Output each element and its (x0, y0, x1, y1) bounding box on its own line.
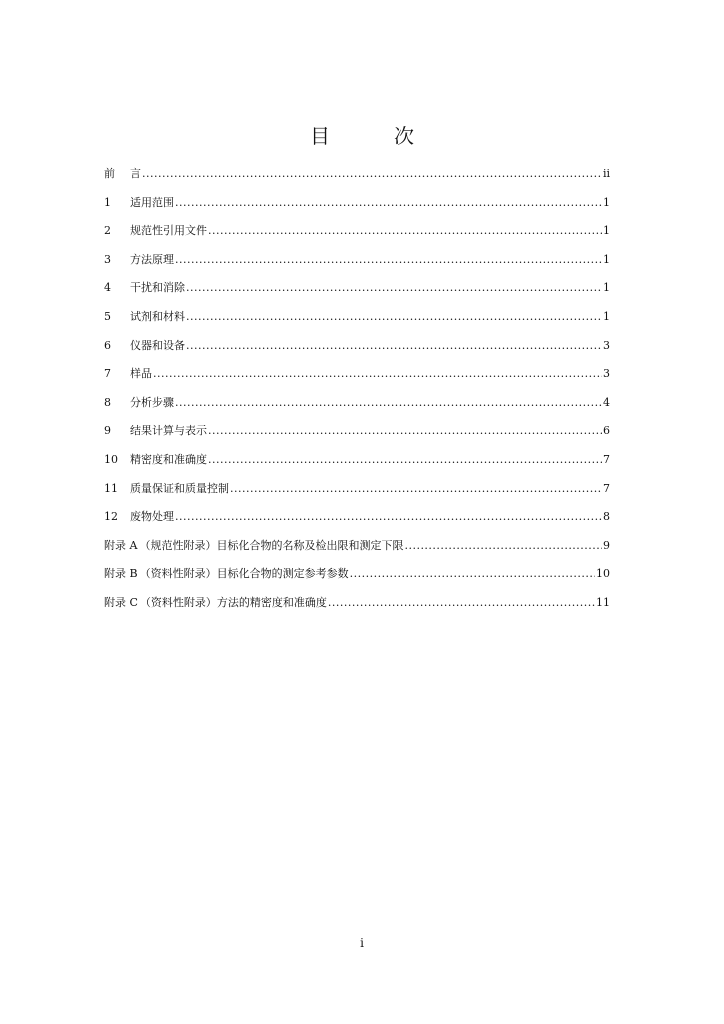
toc-entry-label: （资料性附录）方法的精密度和准确度 (139, 595, 327, 609)
toc-entry-label: 方法原理 (130, 252, 174, 266)
toc-entry-page: 6 (603, 424, 610, 438)
toc-entry-number: 10 (104, 452, 118, 466)
toc-entry-number: 附录 C (104, 595, 138, 609)
toc-entry-label: 样品 (130, 367, 152, 381)
toc-entry-page: 7 (603, 481, 610, 495)
toc-entry-9[interactable] (104, 421, 610, 450)
toc-entry-page: 3 (603, 367, 610, 381)
toc-entry-1[interactable] (104, 193, 610, 222)
toc-entry-label: 言 (130, 167, 141, 180)
toc-entry-8[interactable] (104, 393, 610, 422)
toc-leader-dots (328, 593, 595, 613)
toc-entry-10[interactable] (104, 450, 610, 479)
toc-entry-number: 2 (104, 224, 111, 238)
toc-entry-label: （资料性附录）目标化合物的测定参考参数 (139, 567, 349, 581)
toc-entry-page: 7 (603, 452, 610, 466)
toc-entry-page: 1 (603, 195, 610, 209)
toc-entry-label: 仪器和设备 (130, 338, 185, 352)
toc-entry-page: 10 (596, 567, 610, 581)
toc-title: 目 次 (310, 124, 436, 148)
toc-entry-number: 附录 B (104, 567, 138, 581)
toc-leader-dots (142, 164, 602, 184)
page-number: i (360, 936, 364, 950)
toc-entry-page: 4 (603, 395, 610, 409)
toc-leader-dots (404, 536, 602, 556)
toc-entry-number: 3 (104, 252, 111, 266)
toc-leader-dots (175, 250, 602, 270)
toc-entry-appendix-b[interactable] (104, 564, 610, 593)
toc-entry-label: 结果计算与表示 (130, 424, 207, 438)
toc-entry-12[interactable] (104, 507, 610, 536)
toc-entry-appendix-a[interactable] (104, 536, 610, 565)
toc-leader-dots (175, 393, 602, 413)
toc-entry-number: 4 (104, 281, 111, 295)
toc-entry-page: 11 (596, 595, 610, 609)
toc-leader-dots (186, 278, 602, 298)
toc-entry-page: 3 (603, 338, 610, 352)
toc-leader-dots (153, 364, 602, 384)
toc-entry-3[interactable] (104, 250, 610, 279)
toc-entry-number: 11 (104, 481, 118, 495)
toc-entry-label: 干扰和消除 (130, 281, 185, 295)
toc-leader-dots (175, 507, 602, 527)
toc-entry-5[interactable] (104, 307, 610, 336)
toc-entry-label: 废物处理 (130, 510, 174, 524)
toc-entry-page: 1 (603, 224, 610, 238)
toc-entry-page: ii (602, 167, 610, 180)
toc-entry-2[interactable] (104, 221, 610, 250)
toc-entry-4[interactable] (104, 278, 610, 307)
toc-entry-page: 8 (603, 510, 610, 524)
toc-entry-preface[interactable] (104, 164, 610, 193)
toc-leader-dots (230, 479, 602, 499)
toc-entry-7[interactable] (104, 364, 610, 393)
toc-entry-page: 1 (603, 309, 610, 323)
toc-entry-number: 7 (104, 367, 111, 381)
toc-entry-number: 5 (104, 309, 111, 323)
toc-entry-label: 适用范围 (130, 195, 174, 209)
toc-entry-label: 规范性引用文件 (130, 224, 207, 238)
toc-entry-number: 1 (104, 195, 111, 209)
toc-leader-dots (186, 307, 602, 327)
toc-entry-6[interactable] (104, 336, 610, 365)
toc-leader-dots (186, 336, 602, 356)
table-of-contents (104, 164, 610, 622)
toc-entry-label: （规范性附录）目标化合物的名称及检出限和测定下限 (139, 538, 404, 552)
toc-entry-label: 分析步骤 (130, 395, 174, 409)
toc-leader-dots (175, 193, 602, 213)
toc-entry-label: 质量保证和质量控制 (130, 481, 229, 495)
toc-entry-label: 精密度和准确度 (130, 452, 207, 466)
toc-entry-number: 9 (104, 424, 111, 438)
toc-entry-page: 1 (603, 252, 610, 266)
toc-entry-number: 附录 A (104, 538, 138, 552)
toc-entry-number: 8 (104, 395, 111, 409)
toc-entry-number: 前 (104, 167, 115, 180)
toc-entry-page: 9 (603, 538, 610, 552)
toc-entry-appendix-c[interactable] (104, 593, 610, 622)
toc-entry-number: 6 (104, 338, 111, 352)
toc-entry-label: 试剂和材料 (130, 309, 185, 323)
toc-leader-dots (350, 564, 595, 584)
toc-entry-11[interactable] (104, 479, 610, 508)
toc-entry-page: 1 (603, 281, 610, 295)
toc-leader-dots (208, 421, 602, 441)
toc-leader-dots (208, 221, 602, 241)
toc-leader-dots (208, 450, 602, 470)
toc-entry-number: 12 (104, 510, 118, 524)
